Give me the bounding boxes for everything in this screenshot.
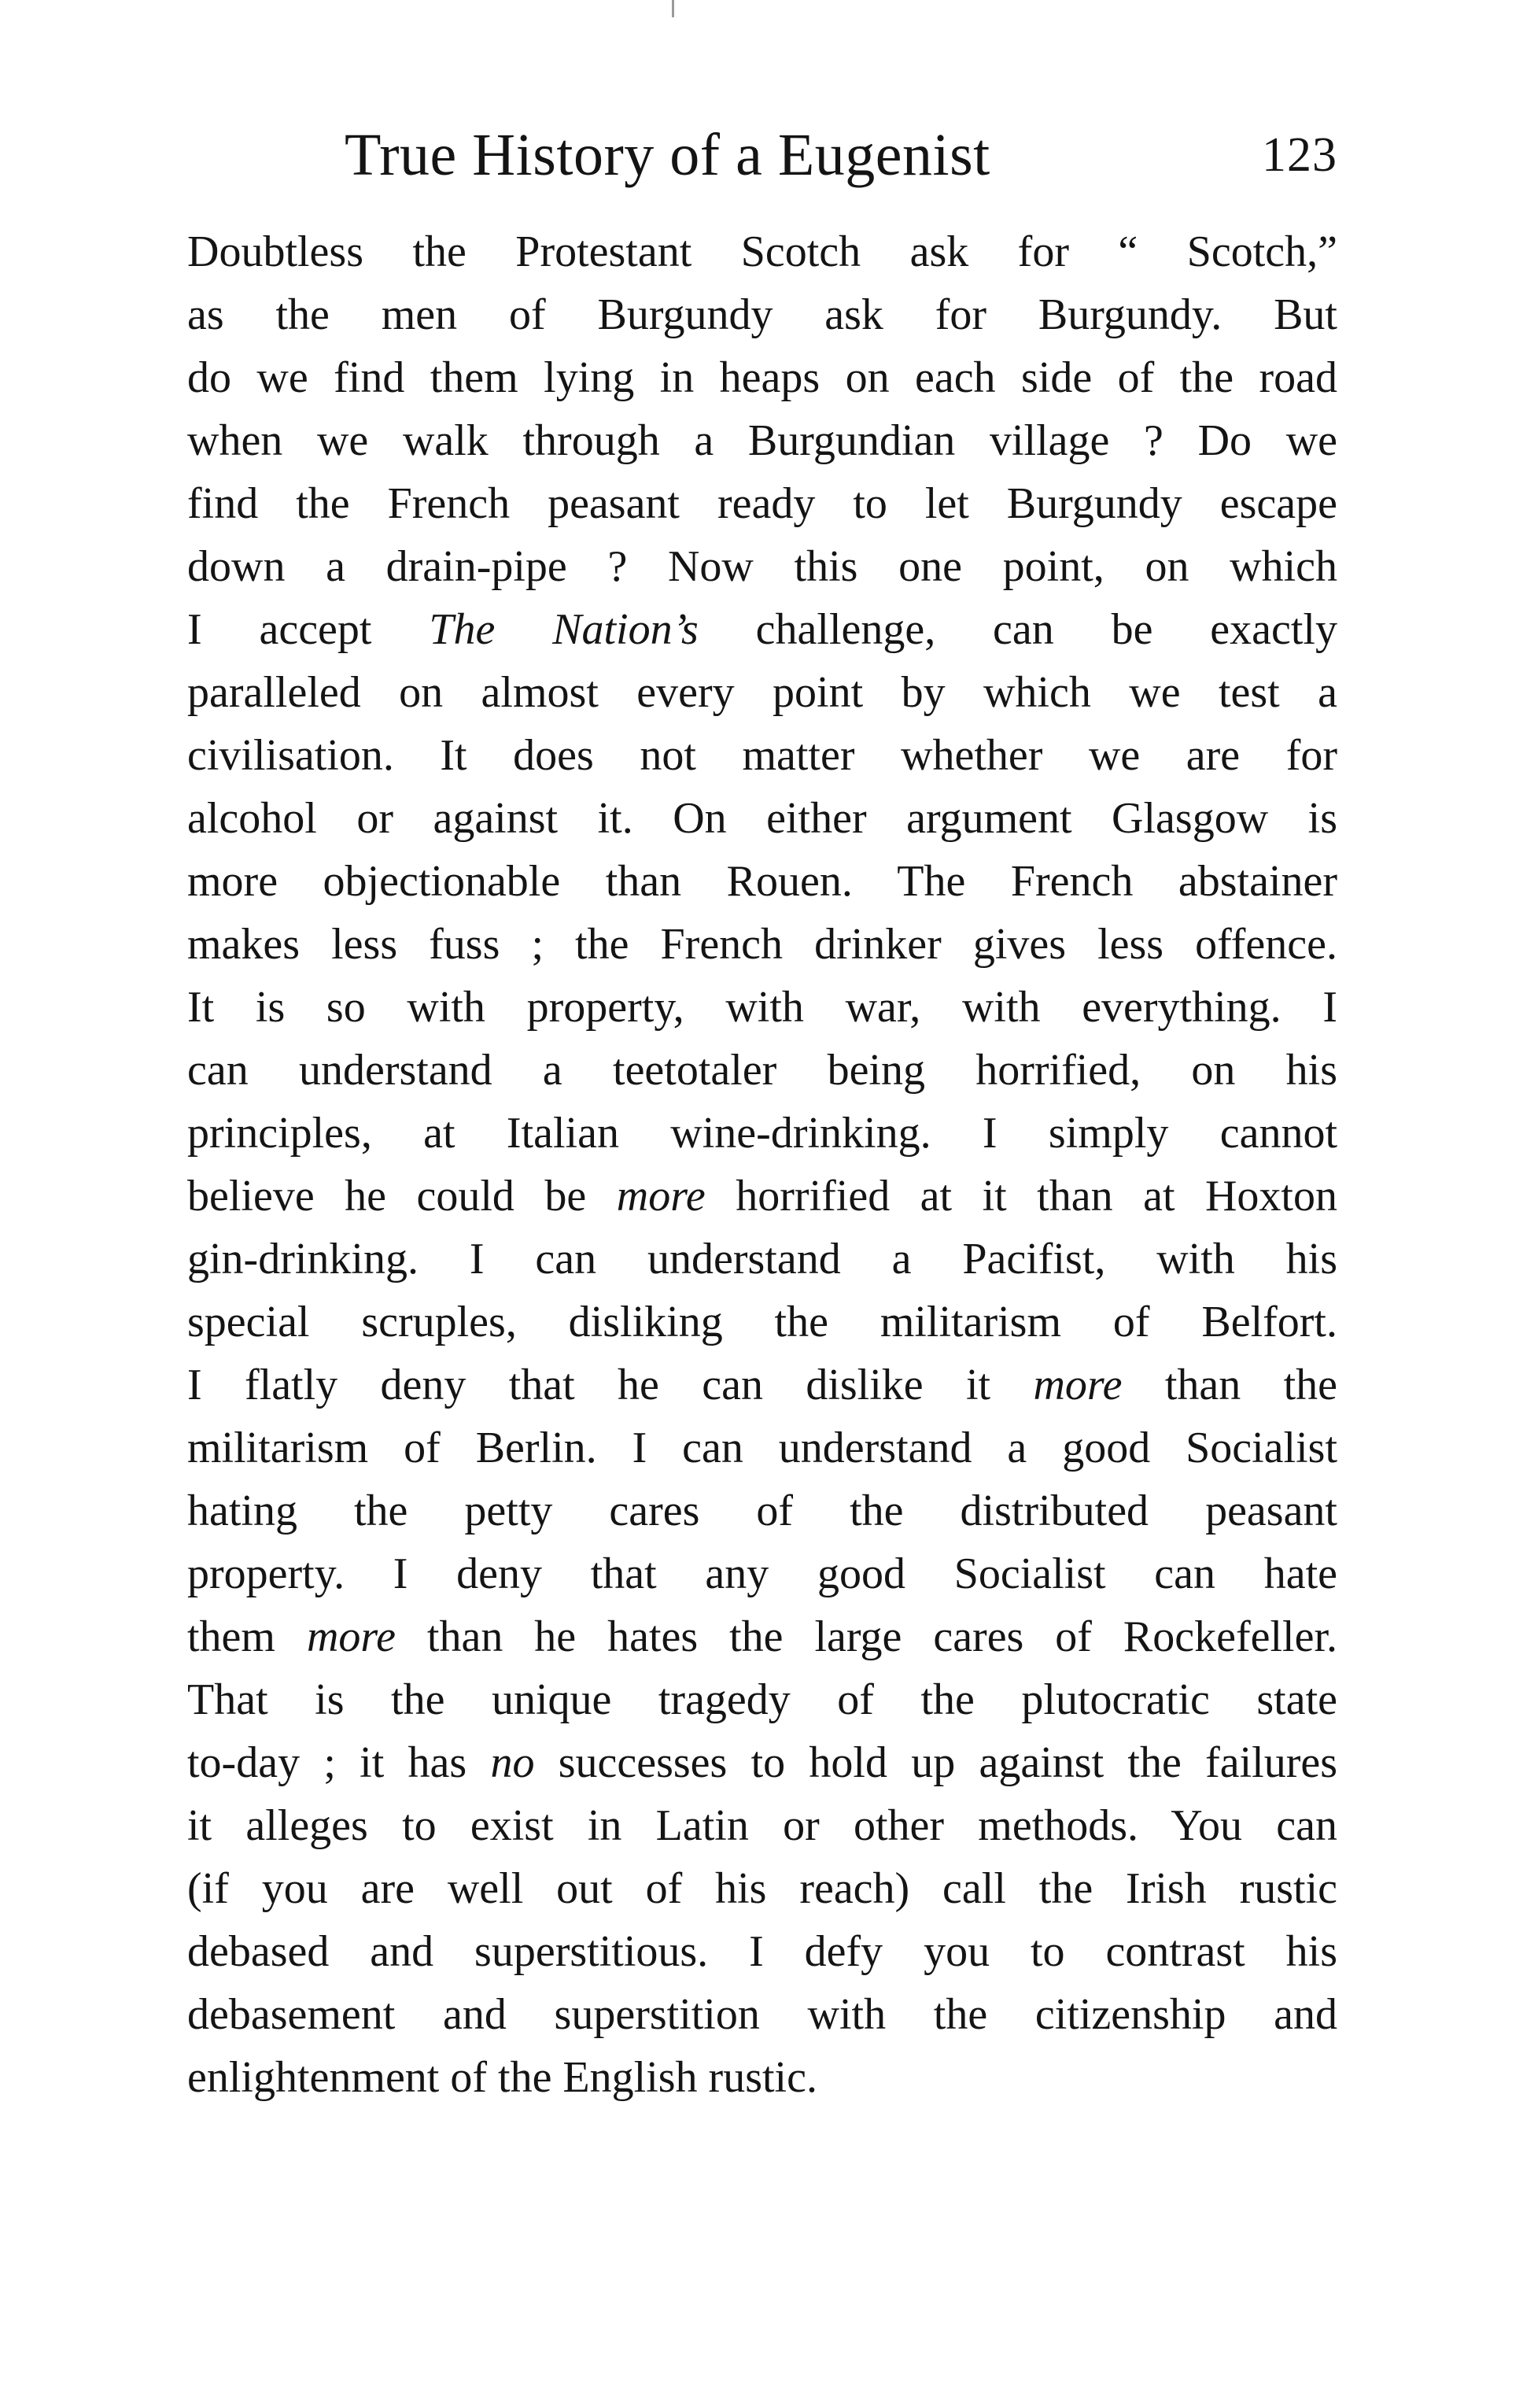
text-segment: makes less fuss ; the French drinker gives less offence. — [187, 920, 1337, 969]
text-line — [187, 1102, 1337, 1165]
text-line — [187, 346, 1337, 409]
text-segment: property. I deny that any good Socialist can hate — [187, 1549, 1337, 1598]
text-segment: Doubtless the Protestant Scotch ask for “ Scotch,” — [187, 227, 1337, 276]
text-line — [187, 1291, 1337, 1354]
text-segment: It is so with property, with war, with everything. I — [187, 983, 1337, 1032]
text-segment: militarism of Berlin. I can understand a good Socialist — [187, 1424, 1337, 1472]
text-line — [187, 409, 1337, 472]
text-segment: to-day ; it has — [187, 1738, 491, 1787]
text-segment: special scruples, disliking the militarism of Belfort. — [187, 1298, 1337, 1346]
text-line — [187, 1857, 1337, 1920]
text-segment: horrified at it than at Hoxton — [705, 1172, 1337, 1221]
text-line — [187, 2046, 1337, 2109]
body-text — [187, 220, 1337, 2109]
text-segment: it alleges to exist in Latin or other methods. You can — [187, 1801, 1337, 1850]
text-line — [187, 1794, 1337, 1857]
text-line — [187, 1542, 1337, 1605]
text-line — [187, 1983, 1337, 2046]
text-segment: I flatly deny that he can dislike it — [187, 1361, 1034, 1409]
text-line — [187, 1479, 1337, 1542]
text-segment: I accept — [187, 605, 430, 654]
text-segment: believe he could be — [187, 1172, 617, 1221]
text-segment: paralleled on almost every point by which we test a — [187, 668, 1337, 717]
text-segment: when we walk through a Burgundian village ? Do we — [187, 416, 1337, 465]
text-segment: challenge, can be exactly — [698, 605, 1337, 654]
text-segment: them — [187, 1612, 307, 1661]
text-segment: do we find them lying in heaps on each side of the road — [187, 353, 1337, 402]
italic-text: more — [306, 1612, 396, 1661]
text-line — [187, 535, 1337, 598]
italic-text: no — [490, 1738, 535, 1787]
text-segment: debased and superstitious. I defy you to contrast his — [187, 1927, 1337, 1976]
text-segment: more objectionable than Rouen. The French abstainer — [187, 857, 1337, 906]
text-line — [187, 1228, 1337, 1291]
text-line — [187, 220, 1337, 283]
text-segment: can understand a teetotaler being horrified, on his — [187, 1046, 1337, 1095]
text-segment: gin-drinking. I can understand a Pacifist, with his — [187, 1235, 1337, 1283]
text-segment: than the — [1122, 1361, 1337, 1409]
italic-text: more — [1033, 1361, 1123, 1409]
text-line — [187, 913, 1337, 976]
text-segment: That is the unique tragedy of the plutocratic state — [187, 1675, 1337, 1724]
text-line — [187, 1605, 1337, 1668]
text-segment: hating the petty cares of the distributed peasant — [187, 1487, 1337, 1535]
text-line — [187, 724, 1337, 787]
text-line — [187, 976, 1337, 1039]
text-line — [187, 1039, 1337, 1102]
text-segment: as the men of Burgundy ask for Burgundy. But — [187, 290, 1337, 339]
text-line — [187, 787, 1337, 850]
text-segment: (if you are well out of his reach) call the Irish rustic — [187, 1864, 1337, 1913]
text-segment: enlightenment of the English rustic. — [187, 2053, 817, 2102]
text-line — [187, 598, 1337, 661]
text-line — [187, 1416, 1337, 1479]
italic-text: more — [616, 1172, 706, 1221]
page-number: 123 — [1262, 128, 1337, 182]
text-segment: successes to hold up against the failures — [534, 1738, 1338, 1787]
text-segment: alcohol or against it. On either argument Glasgow is — [187, 794, 1337, 843]
text-line — [187, 472, 1337, 535]
italic-text: The Nation’s — [429, 605, 699, 654]
text-segment: than he hates the large cares of Rockefeller. — [395, 1612, 1337, 1661]
text-line — [187, 1920, 1337, 1983]
text-segment: principles, at Italian wine-drinking. I simply cannot — [187, 1109, 1337, 1158]
text-line — [187, 1668, 1337, 1731]
text-line — [187, 283, 1337, 346]
text-segment: find the French peasant ready to let Burgundy escape — [187, 479, 1337, 528]
text-segment: down a drain-pipe ? Now this one point, on which — [187, 542, 1337, 591]
scan-mark — [672, 0, 674, 17]
text-line — [187, 850, 1337, 913]
text-line — [187, 1165, 1337, 1228]
text-line — [187, 1354, 1337, 1416]
text-segment: civilisation. It does not matter whether we are for — [187, 731, 1337, 780]
text-segment: debasement and superstition with the citizenship and — [187, 1990, 1337, 2039]
running-title: True History of a Eugenist — [345, 122, 990, 188]
page-header — [187, 112, 1337, 198]
text-line — [187, 661, 1337, 724]
text-line — [187, 1731, 1337, 1794]
